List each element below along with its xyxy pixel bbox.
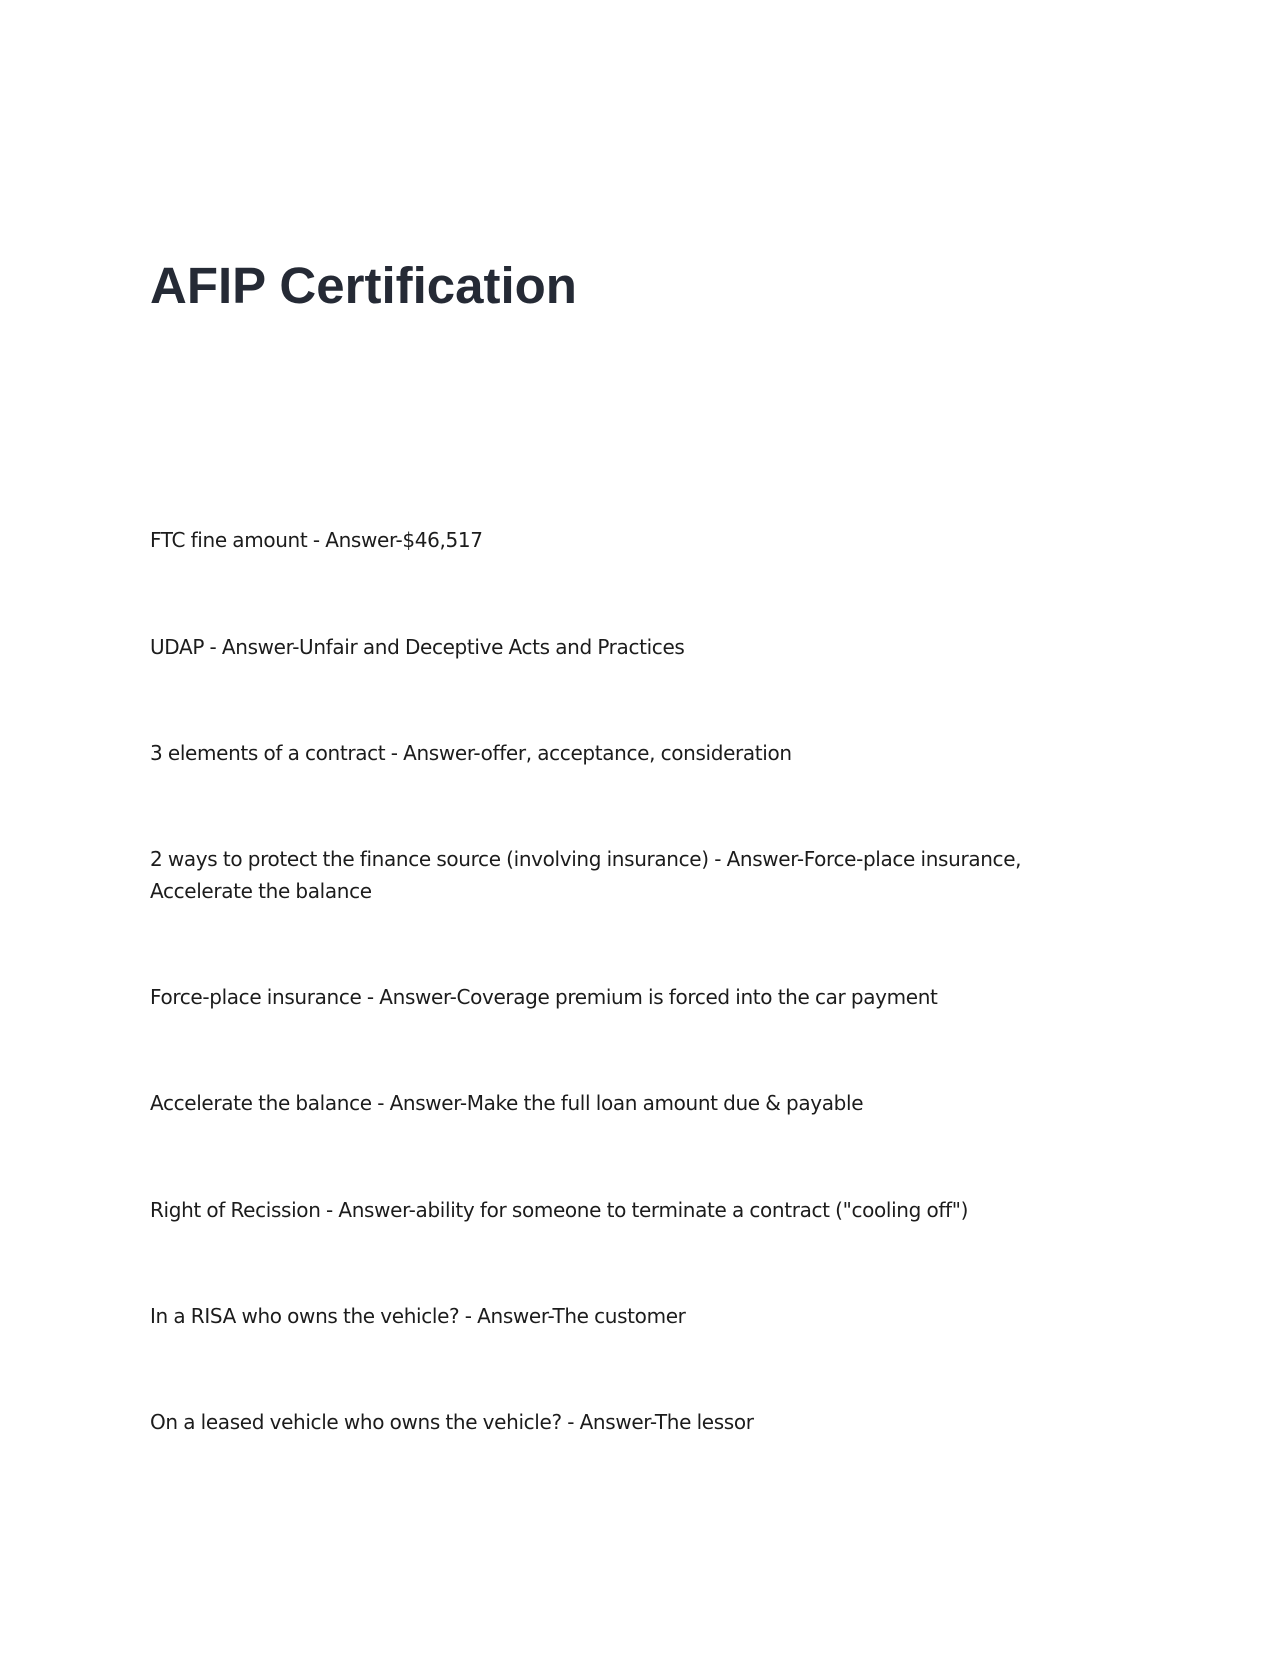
document-title: AFIP Certification (150, 257, 577, 314)
qa-entry: On a leased vehicle who owns the vehicle? - Answer-The lessor (150, 1410, 754, 1434)
qa-entry: 3 elements of a contract - Answer-offer, acceptance, consideration (150, 741, 792, 765)
qa-entry: Right of Recission - Answer-ability for someone to terminate a contract ("cooling off") (150, 1198, 969, 1222)
qa-entry: Force-place insurance - Answer-Coverage premium is forced into the car payment (150, 985, 938, 1009)
qa-entry: FTC fine amount - Answer-$46,517 (150, 528, 483, 552)
qa-entry: UDAP - Answer-Unfair and Deceptive Acts and Practices (150, 635, 685, 659)
qa-entry: 2 ways to protect the finance source (involving insurance) - Answer-Force-place insurance, Accelerate the balance (150, 847, 1022, 903)
qa-entry: Accelerate the balance - Answer-Make the full loan amount due & payable (150, 1091, 864, 1115)
qa-entry: In a RISA who owns the vehicle? - Answer-The customer (150, 1304, 686, 1328)
